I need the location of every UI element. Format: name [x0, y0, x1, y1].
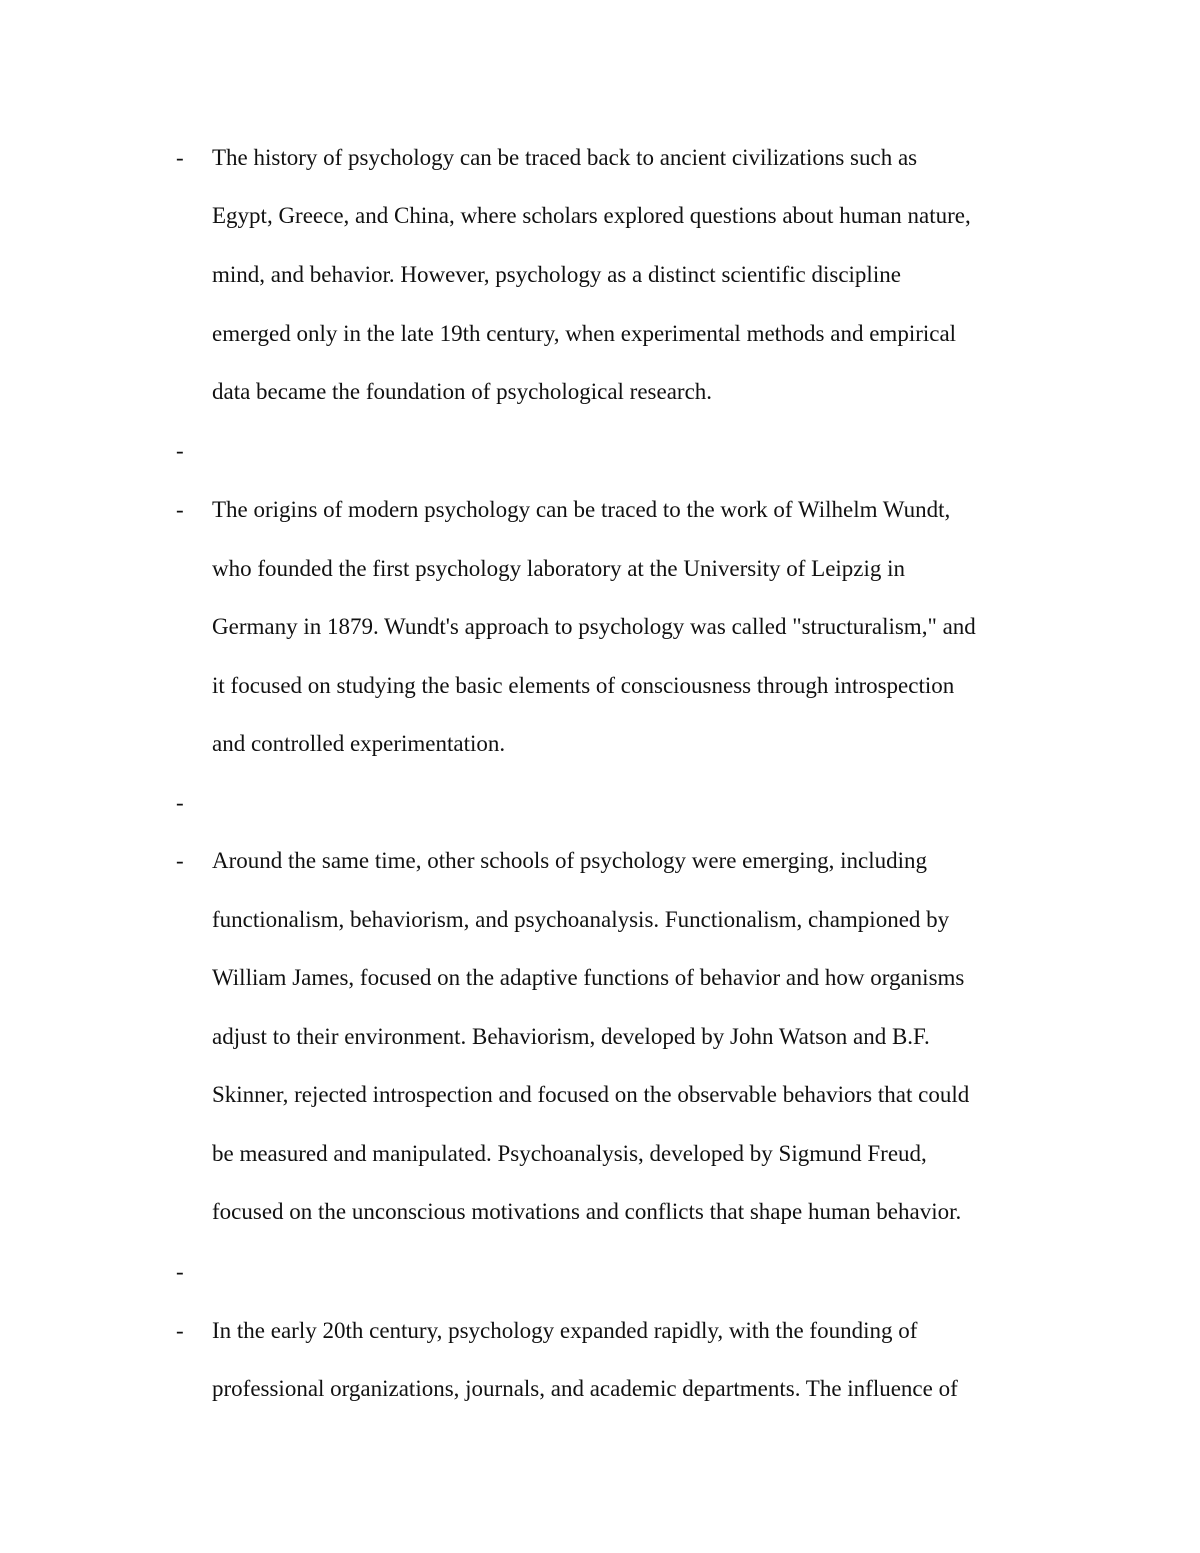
- paragraph-3-line-2: functionalism, behaviorism, and psychoanalysis. Functionalism, championed by: [212, 907, 950, 932]
- paragraph-3-line-6: be measured and manipulated. Psychoanalysis, developed by Sigmund Freud,: [212, 1141, 927, 1166]
- list-bullet-empty: -: [176, 1259, 184, 1284]
- paragraph-1-line-4: emerged only in the late 19th century, when experimental methods and empirical: [212, 321, 957, 346]
- list-bullet: -: [176, 145, 184, 170]
- paragraph-3-line-7: focused on the unconscious motivations and conflicts that shape human behavior.: [212, 1199, 962, 1224]
- list-bullet-empty: -: [176, 438, 184, 463]
- paragraph-2-line-4: it focused on studying the basic elements of consciousness through introspection: [212, 673, 955, 698]
- paragraph-1-line-5: data became the foundation of psychological research.: [212, 379, 713, 404]
- paragraph-2-line-2: who founded the first psychology laboratory at the University of Leipzig in: [212, 556, 906, 581]
- paragraph-2-line-5: and controlled experimentation.: [212, 731, 506, 756]
- paragraph-3-line-5: Skinner, rejected introspection and focused on the observable behaviors that could: [212, 1082, 970, 1107]
- paragraph-1-line-2: Egypt, Greece, and China, where scholars explored questions about human nature,: [212, 203, 971, 228]
- paragraph-4-line-1: In the early 20th century, psychology expanded rapidly, with the founding of: [212, 1318, 918, 1343]
- paragraph-2-line-3: Germany in 1879. Wundt's approach to psychology was called "structuralism," and: [212, 614, 976, 639]
- paragraph-4-line-2: professional organizations, journals, and academic departments. The influence of: [212, 1376, 958, 1401]
- list-bullet: -: [176, 497, 184, 522]
- paragraph-3-line-4: adjust to their environment. Behaviorism, developed by John Watson and B.F.: [212, 1024, 930, 1049]
- paragraph-1-line-3: mind, and behavior. However, psychology as a distinct scientific discipline: [212, 262, 901, 287]
- list-bullet: -: [176, 848, 184, 873]
- paragraph-2-line-1: The origins of modern psychology can be traced to the work of Wilhelm Wundt,: [212, 497, 951, 522]
- list-bullet-empty: -: [176, 790, 184, 815]
- paragraph-3-line-3: William James, focused on the adaptive functions of behavior and how organisms: [212, 965, 965, 990]
- list-bullet: -: [176, 1318, 184, 1343]
- paragraph-1-line-1: The history of psychology can be traced back to ancient civilizations such as: [212, 145, 918, 170]
- paragraph-3-line-1: Around the same time, other schools of psychology were emerging, including: [212, 848, 927, 873]
